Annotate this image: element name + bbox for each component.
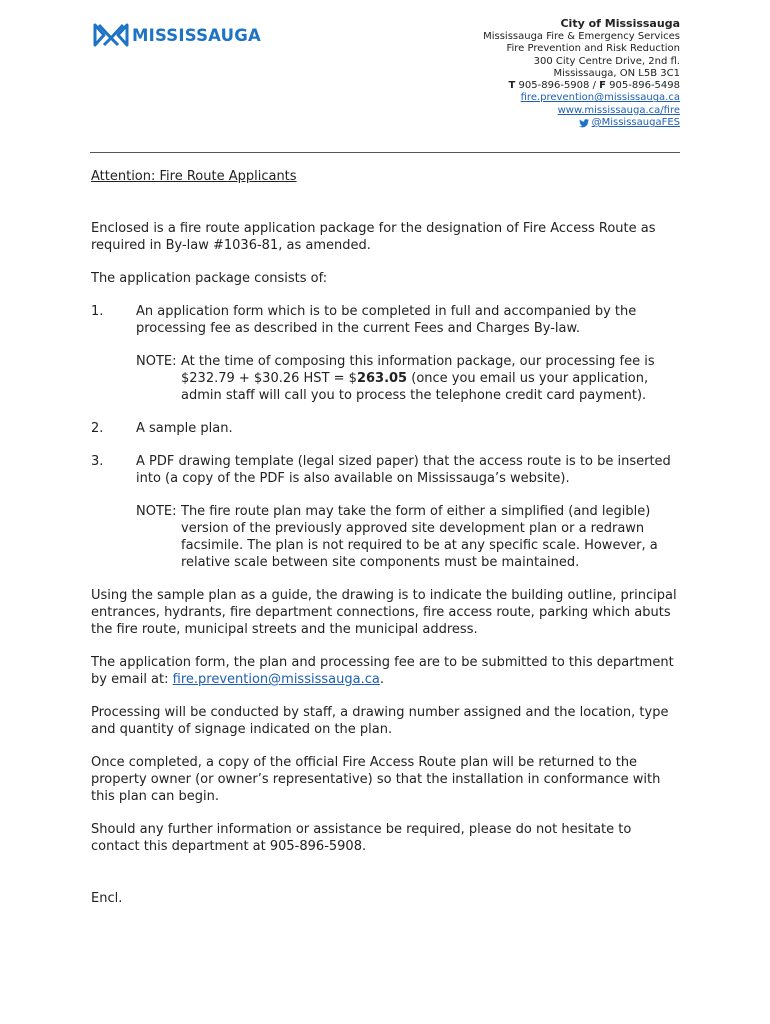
consists-paragraph: The application package consists of: (91, 271, 328, 286)
mississauga-logo-mark-icon (93, 22, 129, 48)
submission-email-link[interactable]: fire.prevention@mississauga.ca (172, 672, 380, 687)
fax-number: 905-896-5498 (609, 80, 680, 92)
twitter-handle-link[interactable]: @MississaugaFES (591, 117, 680, 129)
submission-text: The application form, the plan and processing fee are to be submitted to this department by email at: (91, 655, 674, 687)
note-label: NOTE: (136, 504, 177, 519)
intro-paragraph: Enclosed is a fire route application package for the designation of Fire Access Route as required in By-law #1036-81, as amended. (91, 221, 656, 253)
address-line: Mississauga Fire & Emergency Services (483, 31, 680, 42)
sample-plan-paragraph: Using the sample plan as a guide, the drawing is to indicate the building outline, principal entrances, hydrants, fire department connections, fire access route, parking which abuts the fire route, municipal streets and the municipal address. (91, 588, 677, 637)
note-text: The fire route plan may take the form of either a simplified (and legible) version of the previously approved site development plan or a redrawn facsimile. The plan is not required to be at any specific scale. However, a relative scale between site components must be maintained. (181, 504, 658, 570)
org-title: City of Mississauga (560, 17, 680, 30)
completion-paragraph: Once completed, a copy of the official Fire Access Route plan will be returned to the property owner (or owner’s representative) so that the installation in conformance with this plan can begin. (91, 755, 661, 804)
contact-paragraph: Should any further information or assistance be required, please do not hesitate to contact this department at 905-896-5908. (91, 822, 632, 854)
note-label: NOTE: (136, 354, 177, 369)
fee-amount: 263.05 (356, 371, 408, 386)
enclosure-line: Encl. (91, 891, 123, 906)
item-text: A PDF drawing template (legal sized paper) that the access route is to be inserted into (a copy of the PDF is also available on Mississauga’s website). (136, 454, 671, 486)
phone-fax-line (483, 80, 680, 92)
note-block (136, 353, 681, 404)
note-fee-prefix: At the time of composing this information package, our processing fee is $232.79 + $30.26 HST = $ (181, 354, 655, 386)
note-text (181, 353, 681, 404)
address-line: Fire Prevention and Risk Reduction (506, 43, 680, 55)
processing-paragraph: Processing will be conducted by staff, a drawing number assigned and the location, type and quantity of signage indicated on the plan. (91, 705, 669, 737)
item-number: 2. (91, 421, 104, 436)
item-number: 3. (91, 454, 104, 469)
phone-number: 905-896-5908 (518, 80, 590, 92)
website-link[interactable]: www.mississauga.ca/fire (557, 104, 680, 116)
submission-period: . (379, 672, 384, 687)
header-divider (90, 152, 680, 153)
submission-paragraph (91, 654, 681, 688)
phone-prefix: T (508, 80, 516, 92)
attention-line: Attention: Fire Route Applicants (91, 169, 297, 184)
letterhead-address (483, 17, 680, 129)
item-number: 1. (91, 304, 104, 319)
letter-body (91, 168, 681, 907)
item-text: An application form which is to be completed in full and accompanied by the processing fee as described in the current Fees and Charges By-law. (136, 304, 637, 336)
phone-fax-separator: / (589, 80, 600, 92)
twitter-icon (579, 119, 589, 128)
fax-prefix: F (599, 80, 606, 92)
address-line: 300 City Centre Drive, 2nd fl. (533, 55, 680, 67)
note-block (136, 503, 681, 571)
note-fee-suffix: (once you email us your application, admin staff will call you to process the telephone credit card payment). (181, 371, 649, 403)
list-item (91, 453, 681, 487)
address-line: Mississauga, ON L5B 3C1 (553, 67, 680, 79)
list-item (91, 420, 681, 437)
mississauga-logo (93, 22, 261, 48)
item-text: A sample plan. (136, 421, 233, 436)
email-link[interactable]: fire.prevention@mississauga.ca (520, 92, 680, 104)
list-item (91, 303, 681, 337)
logo-wordmark: MISSISSAUGA (132, 25, 261, 45)
